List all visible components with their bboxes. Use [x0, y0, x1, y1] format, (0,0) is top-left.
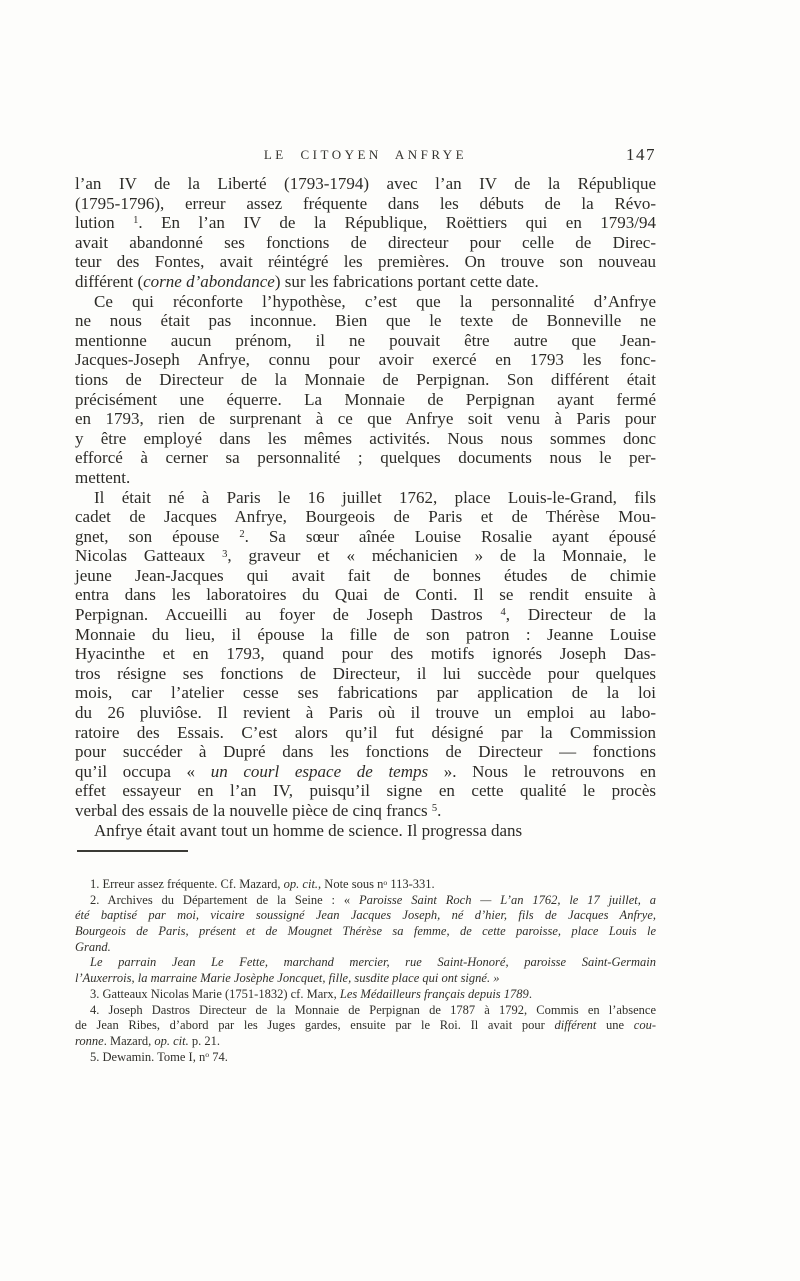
text-line: Jacques-Joseph Anfrye, connu pour avoir exercé en 1793 les fonc-: [75, 350, 656, 370]
text-line: ronne. Mazard, op. cit. p. 21.: [75, 1033, 220, 1048]
text-line: 3. Gatteaux Nicolas Marie (1751-1832) cf. Marx, Les Médailleurs français depuis 1789.: [90, 986, 532, 1001]
text-line: été baptisé par moi, vicaire soussigné Jean Jacques Joseph, né d’hier, fils de Jacques Anfrye,: [75, 908, 656, 923]
page-number: 147: [626, 145, 656, 164]
text-line: mentionne aucun prénom, il ne pouvait être autre que Jean-: [75, 330, 656, 350]
text-line: tros résigne ses fonctions de Directeur, il lui succède pour quelques: [75, 663, 656, 683]
text-line: 5. Dewamin. Tome I, $n^o$ 74.: [90, 1049, 228, 1064]
text-line: efforcé à cerner sa personnalité ; quelques documents nous le per-: [75, 448, 656, 468]
text-line: Monnaie du lieu, il épouse la fille de son patron : Jeanne Louise: [75, 624, 656, 644]
text-line: différent (corne d’abondance) sur les fabrications portant cette date.: [75, 271, 539, 291]
text-line: Nicolas Gatteaux $^3$, graveur et « méchanicien » de la Monnaie, le: [75, 546, 657, 566]
text-line: Anfrye était avant tout un homme de science. Il progressa dans: [94, 820, 523, 840]
text-line: teur des Fontes, avait réintégré les premières. On trouve son nouveau: [75, 252, 656, 272]
text-line: (1795-1796), erreur assez fréquente dans les débuts de la Révo-: [75, 193, 656, 213]
text-line: 1. Erreur assez fréquente. Cf. Mazard, op. cit., Note sous $n^o$ 113-331.: [90, 877, 435, 891]
text-line: 2. Archives du Département de la Seine : « Paroisse Saint Roch — L’an 1762, le 17 juillet, a: [90, 892, 656, 907]
text-line: lution $^1$. En l’an IV de la République, Roëttiers qui en 1793/94: [75, 213, 656, 233]
text-line: du 26 pluviôse. Il revient à Paris où il trouve un emploi au labo-: [75, 703, 656, 723]
text-line: mois, car l’atelier cesse ses fabrications par application de la loi: [75, 683, 656, 703]
text-line: cadet de Jacques Anfrye, Bourgeois de Paris et de Thérèse Mou-: [75, 507, 656, 527]
text-line: y être employé dans les mêmes activités. Nous nous sommes donc: [75, 428, 656, 448]
running-header-title: LE CITOYEN ANFRYE: [263, 147, 468, 162]
text-line: 4. Joseph Dastros Directeur de la Monnaie de Perpignan de 1787 à 1792, Commis en l’absence: [90, 1002, 656, 1017]
text-line: en 1793, rien de surprenant à ce que Anfrye soit venu à Paris pour: [75, 409, 656, 429]
text-line: Le parrain Jean Le Fette, marchand mercier, rue Saint-Honoré, paroisse Saint-Germain: [90, 955, 656, 970]
text-line: Bourgeois de Paris, présent et de Mougnet Thérèse sa femme, de cette paroisse, place Louis le: [75, 924, 656, 939]
text-line: entra dans les laboratoires du Quai de Conti. Il se rendit ensuite à: [75, 585, 656, 605]
text-line: qu’il occupa « un courl espace de temps ». Nous le retrouvons en: [75, 761, 656, 781]
footnote-separator: [77, 850, 188, 852]
text-line: Grand.: [75, 939, 111, 954]
text-line: verbal des essais de la nouvelle pièce de cinq francs $^5$.: [75, 801, 442, 820]
text-line: jeune Jean-Jacques qui avait fait de bonnes études de chimie: [75, 565, 656, 585]
text-line: l’Auxerrois, la marraine Marie Josèphe Joncquet, fille, susdite place qui ont signé. »: [75, 971, 500, 986]
body-text: [75, 174, 656, 840]
text-line: pour succéder à Dupré dans les fonctions de Directeur — fonctions: [75, 742, 656, 762]
text-line: gnet, son épouse $^2$. Sa sœur aînée Louise Rosalie ayant épousé: [75, 526, 656, 546]
running-header: [75, 147, 656, 167]
text-line: précisément une équerre. La Monnaie de Perpignan ayant fermé: [75, 389, 656, 409]
text-line: Perpignan. Accueilli au foyer de Joseph Dastros $^4$, Directeur de la: [75, 605, 656, 625]
text-line: mettent.: [75, 467, 131, 487]
text-line: ne nous était pas inconnue. Bien que le texte de Bonneville ne: [75, 311, 656, 331]
text-line: Il était né à Paris le 16 juillet 1762, place Louis-le-Grand, fils: [94, 487, 656, 507]
footnotes: [75, 877, 656, 1065]
text-line: de Jean Ribes, d’abord par les Juges gardes, ensuite par le Roi. Il avait pour différent une cou-: [75, 1018, 656, 1033]
text-line: l’an IV de la Liberté (1793-1794) avec l’an IV de la République: [75, 174, 656, 193]
text-line: Hyacinthe et en 1793, quand pour des motifs ignorés Joseph Das-: [75, 644, 656, 664]
text-line: avait abandonné ses fonctions de directeur pour celle de Direc-: [75, 232, 656, 252]
text-line: Ce qui réconforte l’hypothèse, c’est que la personnalité d’Anfrye: [94, 291, 656, 311]
text-line: tions de Directeur de la Monnaie de Perpignan. Son différent était: [75, 369, 656, 389]
text-line: ratoire des Essais. C’est alors qu’il fut désigné par la Commission: [75, 722, 656, 742]
text-line: effet essayeur en l’an IV, puisqu’il signe en cette qualité le procès: [75, 781, 656, 801]
